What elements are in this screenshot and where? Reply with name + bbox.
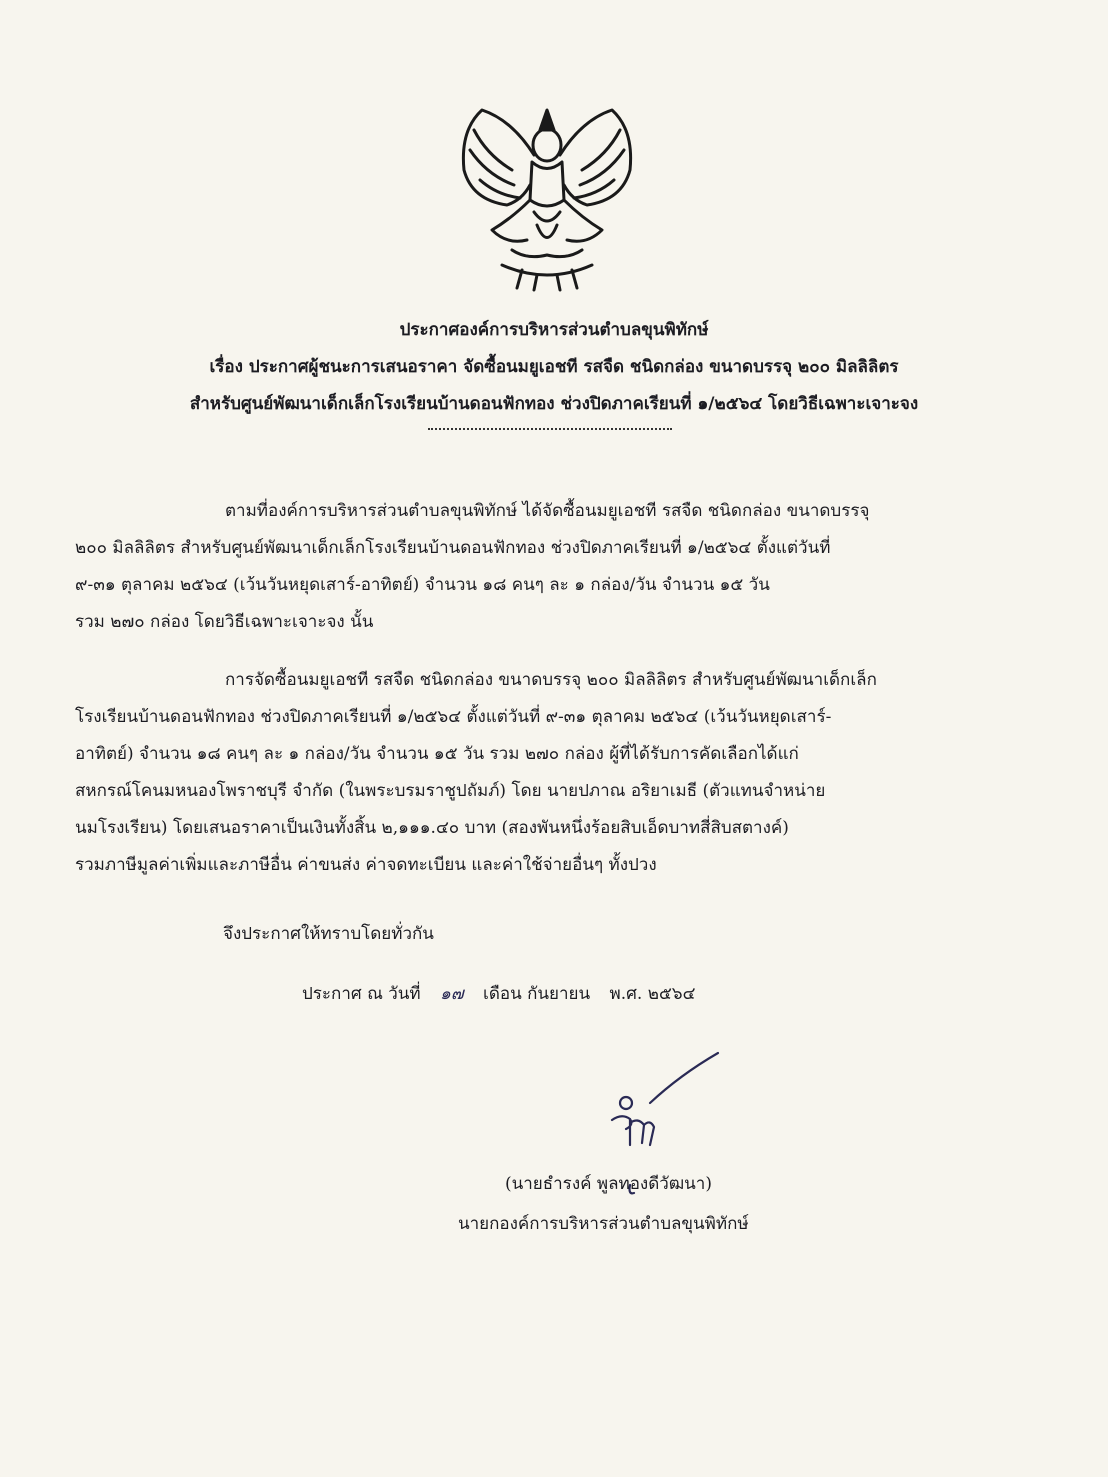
signer-name: (นายธำรงค์ พูลทองดีวัฒนา): [505, 1174, 712, 1194]
heading-subject-continued: สำหรับศูนย์พัฒนาเด็กเล็กโรงเรียนบ้านดอนฟักทอง ช่วงปิดภาคเรียนที่ ๑/๒๕๖๔ โดยวิธีเฉพาะเจาะจง: [189, 394, 919, 414]
paragraph-line: อาทิตย์) จำนวน ๑๘ คนๆ ละ ๑ กล่อง/วัน จำนวน ๑๕ วัน รวม ๒๗๐ กล่อง ผู้ที่ได้รับการคัดเลือกได้แก่: [75, 744, 799, 764]
paragraph-line: สหกรณ์โคนมหนองโพราชบุรี จำกัด (ในพระบรมราชูปถัมภ์) โดย นายปภาณ อริยาเมธี (ตัวแทนจำหน่าย: [75, 781, 826, 801]
paragraph-line: นมโรงเรียน) โดยเสนอราคาเป็นเงินทั้งสิ้น ๒,๑๑๑.๔๐ บาท (สองพันหนึ่งร้อยสิบเอ็ดบาทสี่สิบสตางค์): [75, 818, 789, 838]
paragraph-line: โรงเรียนบ้านดอนฟักทอง ช่วงปิดภาคเรียนที่ ๑/๒๕๖๔ ตั้งแต่วันที่ ๙-๓๑ ตุลาคม ๒๕๖๔ (เว้นวันหยุดเสาร์-: [75, 707, 832, 727]
paragraph-line: ตามที่องค์การบริหารส่วนตำบลขุนพิทักษ์ ได้จัดซื้อนมยูเอชที รสจืด ชนิดกล่อง ขนาดบรรจุ: [225, 501, 870, 521]
closing-statement: จึงประกาศให้ทราบโดยทั่วกัน: [223, 924, 434, 944]
date-month: เดือน กันยายน: [483, 984, 591, 1004]
announcement-heading: [0, 312, 1108, 423]
heading-subject: เรื่อง ประกาศผู้ชนะการเสนอราคา จัดซื้อนมยูเอชที รสจืด ชนิดกล่อง ขนาดบรรจุ ๒๐๐ มิลลิลิตร: [209, 357, 899, 377]
paragraph-1: [75, 493, 1041, 641]
date-day: ๑๗: [440, 984, 464, 1004]
paragraph-line: ๙-๓๑ ตุลาคม ๒๕๖๔ (เว้นวันหยุดเสาร์-อาทิตย์) จำนวน ๑๘ คนๆ ละ ๑ กล่อง/วัน จำนวน ๑๕ วัน: [75, 575, 770, 595]
garuda-emblem: [452, 100, 642, 295]
paragraph-2: [75, 662, 1041, 884]
dotted-divider: [428, 428, 672, 430]
paragraph-line: การจัดซื้อนมยูเอชที รสจืด ชนิดกล่อง ขนาดบรรจุ ๒๐๐ มิลลิลิตร สำหรับศูนย์พัฒนาเด็กเล็ก: [225, 670, 877, 690]
heading-title: ประกาศองค์การบริหารส่วนตำบลขุนพิทักษ์: [399, 320, 709, 340]
paragraph-line: รวมภาษีมูลค่าเพิ่มและภาษีอื่น ค่าขนส่ง ค่าจดทะเบียน และค่าใช้จ่ายอื่นๆ ทั้งปวง: [75, 855, 657, 875]
paragraph-line: ๒๐๐ มิลลิลิตร สำหรับศูนย์พัฒนาเด็กเล็กโรงเรียนบ้านดอนฟักทอง ช่วงปิดภาคเรียนที่ ๑/๒๕๖๔ ตั้งแต่วันที่: [75, 538, 831, 558]
date-year: พ.ศ. ๒๕๖๔: [609, 984, 696, 1004]
date-prefix: ประกาศ ณ วันที่: [302, 984, 421, 1004]
signer-title: นายกองค์การบริหารส่วนตำบลขุนพิทักษ์: [458, 1214, 749, 1234]
paragraph-line: รวม ๒๗๐ กล่อง โดยวิธีเฉพาะเจาะจง นั้น: [75, 612, 374, 632]
announcement-date: [302, 980, 709, 1007]
